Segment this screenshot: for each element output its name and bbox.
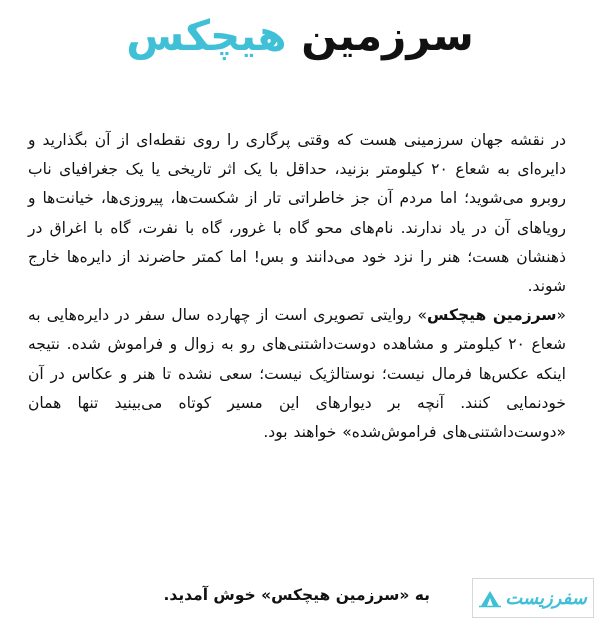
body-text [28,126,566,447]
paragraph-intro: در نقشه جهان سرزمینی هست که وقتی پرگاری را روی نقطه‌ای از آن بگذارید و دایره‌ای به شعاع ۲۰ کیلومتر بزنید، حداقل با یک اثر تاریخی یا یک جغرافیای ناب روبرو می‌شوید؛ اما مردم آن جز خاطراتی تار از شکست‌ها، پیروزی‌ها، خیانت‌ها و رویاهای آن در یاد ندارند. نام‌های محو گاه با غرور، گاه با نفرت، گاه با اغراق در ذهنشان هست؛ هنر را نزد خود می‌دانند و بس! اما کمتر حاضرند از دایره‌ها خارج شوند. [28,131,566,296]
paragraph-description [28,301,566,447]
title-accent: هیچکس [126,11,287,60]
emphasized-title: سرزمین هیچکس [427,306,557,325]
quote-open: « [556,306,566,325]
tent-icon [479,588,501,608]
site-logo [472,578,594,618]
welcome-line: به «سرزمین هیچکس» خوش آمدید. [163,586,430,604]
logo-text: سفرزیست [505,587,587,609]
paragraph-description-text: » روایتی تصویری است از چهارده سال سفر در دایره‌هایی به شعاع ۲۰ کیلومتر و مشاهده دوست‌داشتنی‌های رو به زوال و فراموش شده. نتیجه اینکه عکس‌ها فرمال نیست؛ نوستالژیک نیست؛ سعی نشده تا هنر و عکاس در آن خودنمایی کنند. آنچه بر دیوارهای این مسیر کوتاه می‌بینید تنها همان «دوست‌داشتنی‌های فراموش‌شده» خواهند بود. [28,306,566,442]
title-main: سرزمین [286,11,474,60]
page-title [0,6,600,66]
